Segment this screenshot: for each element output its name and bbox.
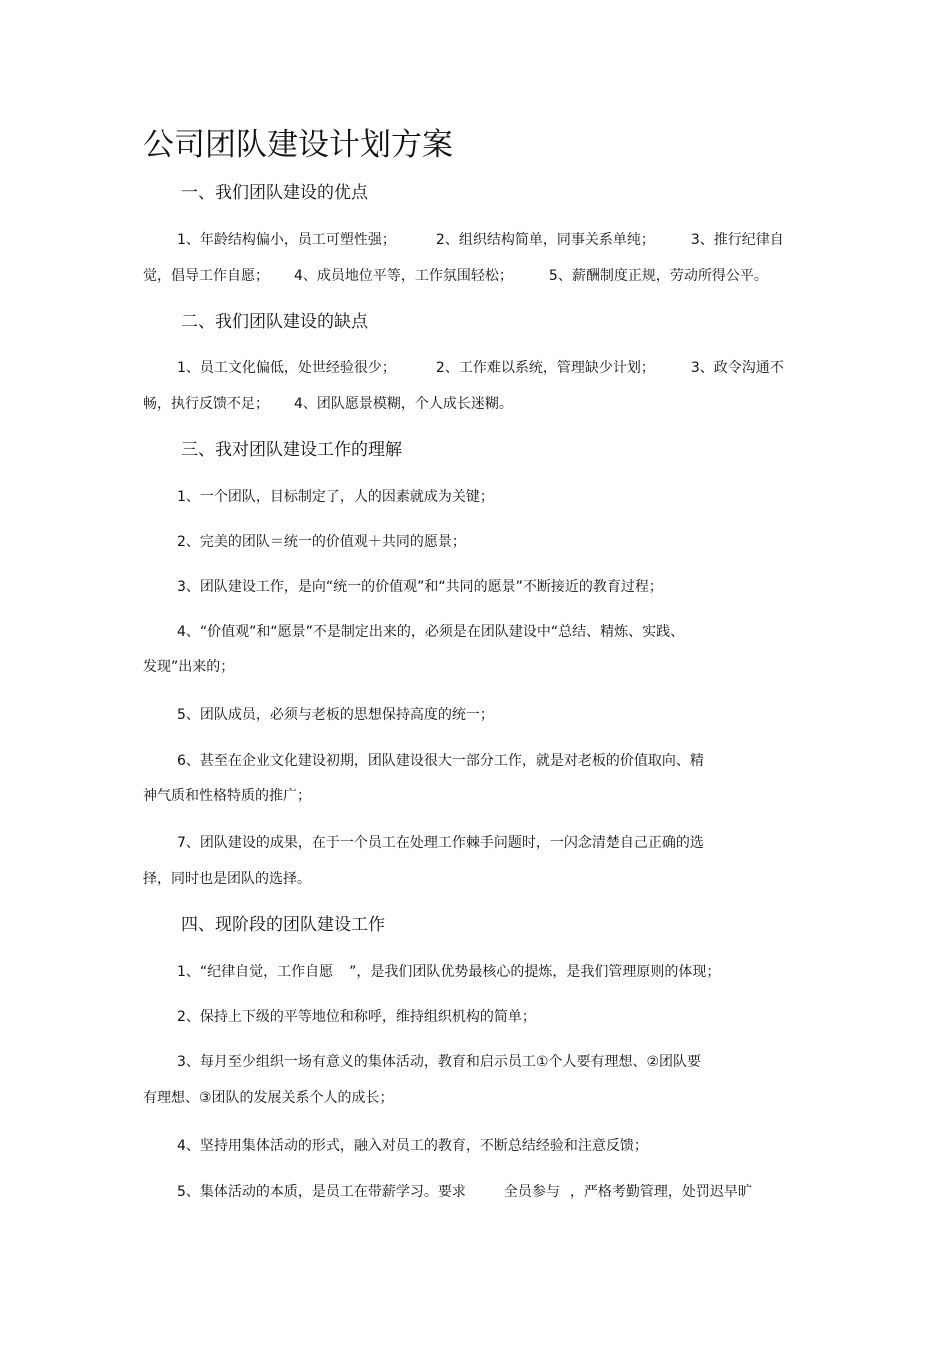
- list-item: 4、“价值观”和“愿景”不是制定出来的，必须是在团队建设中“总结、精炼、实践、: [177, 624, 685, 640]
- list-item-continuation: 神气质和性格特质的推广；: [143, 788, 311, 804]
- section-heading-3: 三、我对团队建设工作的理解: [181, 440, 402, 460]
- list-item: 2、工作难以系统，管理缺少计划；: [435, 360, 655, 376]
- list-item: 1、年龄结构偏小，员工可塑性强；: [177, 232, 396, 248]
- list-item: 1、员工文化偏低，处世经验很少；: [177, 360, 396, 376]
- paragraph-line: [143, 394, 513, 414]
- list-item-continuation: 发现”出来的；: [143, 659, 235, 675]
- list-item: 2、组织结构简单，同事关系单纯；: [435, 232, 655, 248]
- list-item-text: 全员参与: [503, 1184, 560, 1200]
- list-item-text: ”，是我们团队优势最核心的提炼，是我们管理原则的体现；: [349, 964, 721, 980]
- document-title: 公司团队建设计划方案: [143, 127, 453, 163]
- list-item: 觉，倡导工作自愿；: [143, 268, 269, 284]
- list-item: 6、甚至在企业文化建设初期，团队建设很大一部分工作，就是对老板的价值取向、精: [177, 753, 704, 769]
- list-item: 5、团队成员，必须与老板的思想保持高度的统一；: [177, 707, 494, 723]
- list-item-text: ，严格考勤管理，处罚迟早旷: [569, 1184, 752, 1200]
- list-item: 畅，执行反馈不足；: [143, 396, 269, 412]
- list-item: 4、团队愿景模糊，个人成长迷糊。: [294, 396, 513, 412]
- paragraph-line: [143, 266, 768, 286]
- list-item: 4、坚持用集体活动的形式，融入对员工的教育，不断总结经验和注意反馈；: [177, 1138, 648, 1154]
- list-item: 3、政令沟通不: [690, 360, 784, 376]
- list-item: [177, 962, 720, 982]
- list-item: 7、团队建设的成果，在于一个员工在处理工作棘手问题时，一闪念清楚自己正确的选: [177, 835, 704, 851]
- list-item: 5、薪酬制度正规，劳动所得公平。: [548, 268, 768, 284]
- list-item: 3、推行纪律自: [690, 232, 784, 248]
- list-item-continuation: 有理想、③团队的发展关系个人的成长；: [143, 1090, 394, 1106]
- list-item: 4、成员地位平等，工作氛围轻松；: [294, 268, 513, 284]
- paragraph-line: [177, 230, 784, 250]
- list-item-text: 1、“纪律自觉，工作自愿: [177, 964, 334, 980]
- list-item: [177, 1182, 752, 1202]
- list-item: 1、一个团队，目标制定了，人的因素就成为关键；: [177, 489, 494, 505]
- section-heading-2: 二、我们团队建设的缺点: [181, 312, 368, 332]
- list-item: 2、完美的团队＝统一的价值观＋共同的愿景；: [177, 534, 466, 550]
- list-item: 2、保持上下级的平等地位和称呼，维持组织机构的简单；: [177, 1009, 536, 1025]
- section-heading-1: 一、我们团队建设的优点: [181, 183, 368, 203]
- list-item-text: 5、集体活动的本质，是员工在带薪学习。要求: [177, 1184, 466, 1200]
- section-heading-4: 四、现阶段的团队建设工作: [181, 915, 385, 935]
- list-item-continuation: 择，同时也是团队的选择。: [143, 871, 311, 887]
- list-item: 3、每月至少组织一场有意义的集体活动，教育和启示员工①个人要有理想、②团队要: [177, 1054, 702, 1070]
- paragraph-line: [177, 358, 784, 378]
- list-item: 3、团队建设工作，是向“统一的价值观”和“共同的愿景”不断接近的教育过程；: [177, 579, 663, 595]
